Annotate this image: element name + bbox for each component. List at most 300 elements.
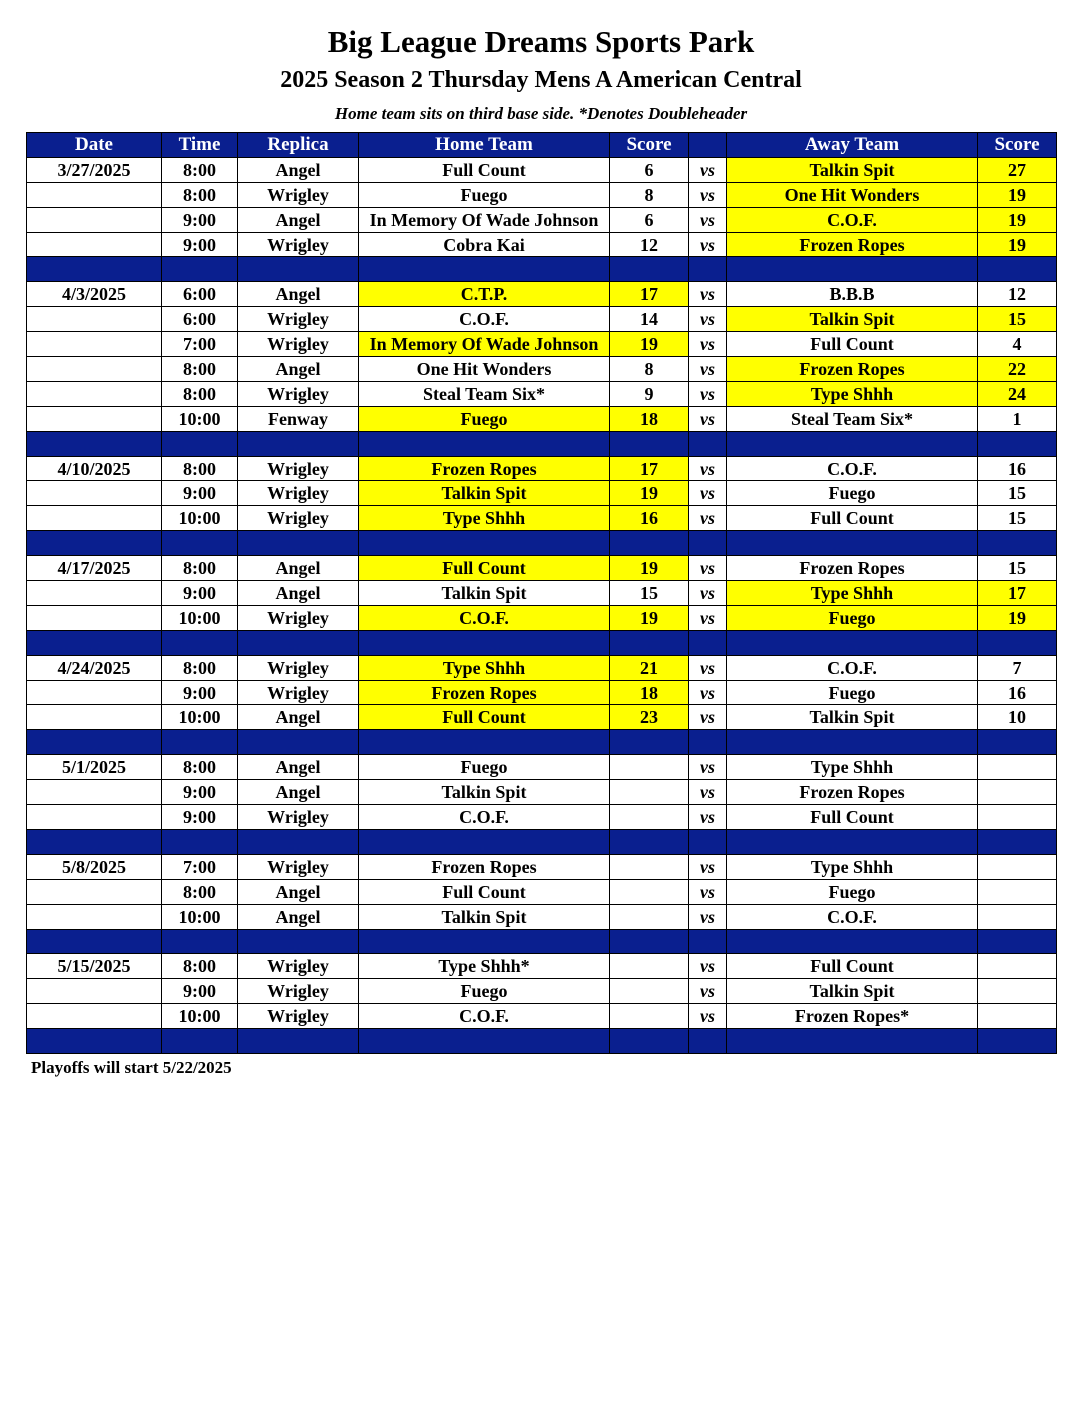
away-team-cell: Talkin Spit: [727, 979, 978, 1004]
separator-cell: [689, 829, 727, 854]
vs-cell: vs: [689, 232, 727, 257]
table-row: [27, 979, 1057, 1004]
table-row: [27, 456, 1057, 481]
table-row: [27, 207, 1057, 232]
time-cell: 9:00: [162, 680, 238, 705]
away-score-cell: 15: [978, 506, 1057, 531]
home-team-cell: Cobra Kai: [359, 232, 610, 257]
away-team-cell: C.O.F.: [727, 904, 978, 929]
replica-cell: Angel: [238, 556, 359, 581]
separator-cell: [27, 630, 162, 655]
away-team-cell: Full Count: [727, 506, 978, 531]
home-team-cell: Fuego: [359, 182, 610, 207]
date-cell: 5/1/2025: [27, 755, 162, 780]
separator-cell: [978, 730, 1057, 755]
home-team-cell: Talkin Spit: [359, 581, 610, 606]
away-team-cell: Full Count: [727, 954, 978, 979]
away-score-cell: 19: [978, 207, 1057, 232]
home-score-cell: 14: [610, 307, 689, 332]
date-cell: [27, 506, 162, 531]
home-score-cell: 18: [610, 680, 689, 705]
date-cell: [27, 1004, 162, 1029]
table-row: [27, 680, 1057, 705]
home-score-cell: 18: [610, 406, 689, 431]
separator-cell: [978, 431, 1057, 456]
vs-cell: vs: [689, 1004, 727, 1029]
away-score-cell: 15: [978, 556, 1057, 581]
away-score-cell: 4: [978, 332, 1057, 357]
table-row: [27, 182, 1057, 207]
home-team-cell: Type Shhh: [359, 655, 610, 680]
time-cell: 9:00: [162, 780, 238, 805]
separator-cell: [162, 531, 238, 556]
separator-cell: [689, 929, 727, 954]
date-cell: 4/10/2025: [27, 456, 162, 481]
vs-cell: vs: [689, 357, 727, 382]
separator-cell: [727, 431, 978, 456]
col-header-time: Time: [162, 133, 238, 158]
home-team-cell: Fuego: [359, 755, 610, 780]
home-score-cell: [610, 979, 689, 1004]
separator-cell: [359, 929, 610, 954]
time-cell: 7:00: [162, 854, 238, 879]
vs-cell: vs: [689, 705, 727, 730]
replica-cell: Angel: [238, 282, 359, 307]
home-team-cell: Type Shhh: [359, 506, 610, 531]
home-score-cell: [610, 854, 689, 879]
replica-cell: Angel: [238, 755, 359, 780]
away-team-cell: Frozen Ropes: [727, 232, 978, 257]
separator-cell: [689, 531, 727, 556]
table-row: [27, 381, 1057, 406]
separator-cell: [610, 431, 689, 456]
home-team-cell: Talkin Spit: [359, 780, 610, 805]
separator-cell: [610, 1029, 689, 1054]
away-score-cell: 7: [978, 655, 1057, 680]
vs-cell: vs: [689, 332, 727, 357]
table-row: [27, 157, 1057, 182]
away-team-cell: Talkin Spit: [727, 157, 978, 182]
home-team-cell: C.T.P.: [359, 282, 610, 307]
col-header-home-team: Home Team: [359, 133, 610, 158]
replica-cell: Wrigley: [238, 481, 359, 506]
away-team-cell: Type Shhh: [727, 581, 978, 606]
home-score-cell: [610, 1004, 689, 1029]
separator-cell: [359, 730, 610, 755]
vs-cell: vs: [689, 879, 727, 904]
time-cell: 10:00: [162, 904, 238, 929]
table-row: [27, 406, 1057, 431]
replica-cell: Wrigley: [238, 655, 359, 680]
time-cell: 10:00: [162, 506, 238, 531]
table-row: [27, 357, 1057, 382]
separator-cell: [689, 431, 727, 456]
time-cell: 9:00: [162, 232, 238, 257]
table-row: [27, 854, 1057, 879]
table-row: [27, 605, 1057, 630]
replica-cell: Wrigley: [238, 979, 359, 1004]
replica-cell: Angel: [238, 780, 359, 805]
vs-cell: vs: [689, 805, 727, 830]
away-team-cell: Talkin Spit: [727, 307, 978, 332]
time-cell: 8:00: [162, 755, 238, 780]
vs-cell: vs: [689, 481, 727, 506]
separator-cell: [610, 730, 689, 755]
separator-cell: [359, 630, 610, 655]
replica-cell: Wrigley: [238, 854, 359, 879]
away-team-cell: Type Shhh: [727, 755, 978, 780]
away-team-cell: C.O.F.: [727, 207, 978, 232]
separator-cell: [359, 531, 610, 556]
home-team-cell: Type Shhh*: [359, 954, 610, 979]
home-score-cell: 6: [610, 157, 689, 182]
replica-cell: Angel: [238, 207, 359, 232]
home-score-cell: [610, 755, 689, 780]
table-row: [27, 481, 1057, 506]
separator-cell: [27, 257, 162, 282]
replica-cell: Wrigley: [238, 680, 359, 705]
home-score-cell: 16: [610, 506, 689, 531]
home-team-cell: Full Count: [359, 157, 610, 182]
separator-cell: [978, 829, 1057, 854]
separator-cell: [27, 431, 162, 456]
separator-cell: [689, 1029, 727, 1054]
home-score-cell: 17: [610, 456, 689, 481]
separator-cell: [162, 1029, 238, 1054]
away-score-cell: [978, 780, 1057, 805]
home-team-cell: One Hit Wonders: [359, 357, 610, 382]
home-score-cell: 21: [610, 655, 689, 680]
replica-cell: Angel: [238, 157, 359, 182]
home-score-cell: 9: [610, 381, 689, 406]
home-score-cell: 12: [610, 232, 689, 257]
table-row: [27, 805, 1057, 830]
date-cell: [27, 979, 162, 1004]
away-score-cell: [978, 805, 1057, 830]
date-cell: [27, 307, 162, 332]
table-row: [27, 232, 1057, 257]
away-score-cell: [978, 1004, 1057, 1029]
away-team-cell: Frozen Ropes: [727, 780, 978, 805]
replica-cell: Wrigley: [238, 456, 359, 481]
table-row: [27, 705, 1057, 730]
date-cell: [27, 805, 162, 830]
home-team-cell: Talkin Spit: [359, 904, 610, 929]
separator-cell: [727, 531, 978, 556]
away-score-cell: 19: [978, 182, 1057, 207]
table-row: [27, 332, 1057, 357]
away-score-cell: [978, 954, 1057, 979]
home-team-cell: Frozen Ropes: [359, 456, 610, 481]
home-score-cell: 17: [610, 282, 689, 307]
separator-cell: [162, 431, 238, 456]
home-score-cell: 19: [610, 332, 689, 357]
table-row: [27, 282, 1057, 307]
away-team-cell: C.O.F.: [727, 456, 978, 481]
replica-cell: Wrigley: [238, 605, 359, 630]
away-score-cell: 15: [978, 481, 1057, 506]
date-cell: 5/8/2025: [27, 854, 162, 879]
date-cell: [27, 381, 162, 406]
away-team-cell: C.O.F.: [727, 655, 978, 680]
home-team-cell: Frozen Ropes: [359, 854, 610, 879]
away-team-cell: Frozen Ropes: [727, 556, 978, 581]
vs-cell: vs: [689, 207, 727, 232]
vs-cell: vs: [689, 581, 727, 606]
date-cell: [27, 232, 162, 257]
away-team-cell: Fuego: [727, 481, 978, 506]
vs-cell: vs: [689, 979, 727, 1004]
separator-row: [27, 630, 1057, 655]
separator-cell: [238, 531, 359, 556]
home-score-cell: [610, 904, 689, 929]
replica-cell: Angel: [238, 904, 359, 929]
home-team-cell: Full Count: [359, 879, 610, 904]
separator-cell: [359, 829, 610, 854]
date-cell: 4/24/2025: [27, 655, 162, 680]
separator-cell: [978, 929, 1057, 954]
date-cell: [27, 680, 162, 705]
replica-cell: Wrigley: [238, 232, 359, 257]
date-cell: 5/15/2025: [27, 954, 162, 979]
separator-cell: [238, 730, 359, 755]
separator-cell: [727, 829, 978, 854]
separator-row: [27, 1029, 1057, 1054]
table-row: [27, 780, 1057, 805]
separator-cell: [359, 431, 610, 456]
separator-row: [27, 829, 1057, 854]
home-score-cell: 8: [610, 357, 689, 382]
col-header-home-score: Score: [610, 133, 689, 158]
date-cell: [27, 904, 162, 929]
home-team-cell: Full Count: [359, 556, 610, 581]
separator-cell: [162, 630, 238, 655]
away-team-cell: Full Count: [727, 805, 978, 830]
home-score-cell: 15: [610, 581, 689, 606]
table-row: [27, 655, 1057, 680]
replica-cell: Angel: [238, 879, 359, 904]
time-cell: 8:00: [162, 182, 238, 207]
date-cell: [27, 357, 162, 382]
time-cell: 8:00: [162, 381, 238, 406]
away-score-cell: 19: [978, 232, 1057, 257]
separator-cell: [162, 257, 238, 282]
time-cell: 8:00: [162, 655, 238, 680]
separator-cell: [727, 630, 978, 655]
date-cell: [27, 332, 162, 357]
away-score-cell: [978, 879, 1057, 904]
vs-cell: vs: [689, 605, 727, 630]
vs-cell: vs: [689, 655, 727, 680]
replica-cell: Fenway: [238, 406, 359, 431]
vs-cell: vs: [689, 307, 727, 332]
separator-row: [27, 730, 1057, 755]
home-team-cell: C.O.F.: [359, 307, 610, 332]
home-team-cell: C.O.F.: [359, 1004, 610, 1029]
page-subtitle: 2025 Season 2 Thursday Mens A American Central: [280, 67, 802, 93]
away-team-cell: One Hit Wonders: [727, 182, 978, 207]
home-team-cell: In Memory Of Wade Johnson: [359, 332, 610, 357]
table-row: [27, 954, 1057, 979]
separator-row: [27, 531, 1057, 556]
away-team-cell: Steal Team Six*: [727, 406, 978, 431]
home-team-cell: C.O.F.: [359, 605, 610, 630]
col-header-date: Date: [27, 133, 162, 158]
time-cell: 8:00: [162, 357, 238, 382]
away-team-cell: Frozen Ropes*: [727, 1004, 978, 1029]
page-title: Big League Dreams Sports Park: [327, 24, 755, 59]
vs-cell: vs: [689, 556, 727, 581]
separator-cell: [727, 1029, 978, 1054]
separator-cell: [359, 257, 610, 282]
separator-cell: [610, 630, 689, 655]
date-cell: 4/17/2025: [27, 556, 162, 581]
home-team-cell: C.O.F.: [359, 805, 610, 830]
separator-row: [27, 431, 1057, 456]
home-score-cell: [610, 780, 689, 805]
table-row: [27, 755, 1057, 780]
separator-cell: [27, 730, 162, 755]
separator-cell: [978, 531, 1057, 556]
replica-cell: Wrigley: [238, 182, 359, 207]
table-row: [27, 506, 1057, 531]
table-row: [27, 1004, 1057, 1029]
playoffs-note: Playoffs will start 5/22/2025: [31, 1058, 232, 1077]
replica-cell: Wrigley: [238, 954, 359, 979]
separator-cell: [238, 1029, 359, 1054]
vs-cell: vs: [689, 406, 727, 431]
vs-cell: vs: [689, 904, 727, 929]
replica-cell: Angel: [238, 357, 359, 382]
separator-cell: [27, 829, 162, 854]
time-cell: 9:00: [162, 481, 238, 506]
time-cell: 10:00: [162, 406, 238, 431]
separator-cell: [689, 257, 727, 282]
date-cell: [27, 182, 162, 207]
home-team-cell: In Memory Of Wade Johnson: [359, 207, 610, 232]
away-score-cell: [978, 755, 1057, 780]
time-cell: 6:00: [162, 282, 238, 307]
replica-cell: Wrigley: [238, 805, 359, 830]
vs-cell: vs: [689, 157, 727, 182]
replica-cell: Wrigley: [238, 1004, 359, 1029]
separator-cell: [162, 730, 238, 755]
time-cell: 9:00: [162, 979, 238, 1004]
replica-cell: Angel: [238, 705, 359, 730]
separator-cell: [610, 829, 689, 854]
table-row: [27, 904, 1057, 929]
time-cell: 9:00: [162, 207, 238, 232]
date-cell: 4/3/2025: [27, 282, 162, 307]
away-score-cell: 12: [978, 282, 1057, 307]
separator-cell: [238, 431, 359, 456]
time-cell: 8:00: [162, 456, 238, 481]
away-score-cell: 10: [978, 705, 1057, 730]
separator-cell: [727, 730, 978, 755]
separator-cell: [610, 531, 689, 556]
time-cell: 9:00: [162, 581, 238, 606]
vs-cell: vs: [689, 282, 727, 307]
separator-row: [27, 929, 1057, 954]
replica-cell: Angel: [238, 581, 359, 606]
vs-cell: vs: [689, 755, 727, 780]
vs-cell: vs: [689, 680, 727, 705]
home-score-cell: 19: [610, 556, 689, 581]
separator-cell: [610, 929, 689, 954]
col-header-away-team: Away Team: [727, 133, 978, 158]
col-header-away-score: Score: [978, 133, 1057, 158]
home-score-cell: 8: [610, 182, 689, 207]
date-cell: [27, 481, 162, 506]
away-score-cell: 15: [978, 307, 1057, 332]
separator-cell: [978, 630, 1057, 655]
home-score-cell: 19: [610, 605, 689, 630]
away-team-cell: Full Count: [727, 332, 978, 357]
separator-cell: [238, 257, 359, 282]
away-score-cell: 24: [978, 381, 1057, 406]
col-header-replica: Replica: [238, 133, 359, 158]
home-team-cell: Frozen Ropes: [359, 680, 610, 705]
separator-cell: [162, 929, 238, 954]
schedule-table: [26, 132, 1057, 1054]
vs-cell: vs: [689, 954, 727, 979]
away-score-cell: 17: [978, 581, 1057, 606]
replica-cell: Wrigley: [238, 506, 359, 531]
home-score-cell: [610, 879, 689, 904]
page-note: Home team sits on third base side. *Denotes Doubleheader: [334, 104, 748, 123]
separator-cell: [27, 1029, 162, 1054]
time-cell: 8:00: [162, 879, 238, 904]
table-row: [27, 581, 1057, 606]
away-team-cell: Talkin Spit: [727, 705, 978, 730]
separator-cell: [727, 257, 978, 282]
table-row: [27, 879, 1057, 904]
separator-cell: [238, 929, 359, 954]
away-score-cell: 19: [978, 605, 1057, 630]
header-row: [27, 133, 1057, 158]
date-cell: [27, 879, 162, 904]
vs-cell: vs: [689, 854, 727, 879]
col-header-vs: [689, 133, 727, 158]
home-score-cell: 6: [610, 207, 689, 232]
vs-cell: vs: [689, 381, 727, 406]
table-row: [27, 307, 1057, 332]
date-cell: [27, 605, 162, 630]
home-score-cell: 19: [610, 481, 689, 506]
home-team-cell: Full Count: [359, 705, 610, 730]
separator-cell: [238, 829, 359, 854]
home-score-cell: [610, 805, 689, 830]
away-score-cell: 16: [978, 456, 1057, 481]
separator-cell: [689, 730, 727, 755]
home-team-cell: Steal Team Six*: [359, 381, 610, 406]
home-team-cell: Talkin Spit: [359, 481, 610, 506]
away-team-cell: Type Shhh: [727, 381, 978, 406]
away-team-cell: Fuego: [727, 680, 978, 705]
date-cell: [27, 780, 162, 805]
separator-cell: [689, 630, 727, 655]
separator-cell: [978, 1029, 1057, 1054]
time-cell: 8:00: [162, 157, 238, 182]
away-score-cell: [978, 979, 1057, 1004]
time-cell: 8:00: [162, 954, 238, 979]
replica-cell: Wrigley: [238, 307, 359, 332]
away-score-cell: [978, 854, 1057, 879]
away-score-cell: 22: [978, 357, 1057, 382]
away-score-cell: 16: [978, 680, 1057, 705]
home-score-cell: 23: [610, 705, 689, 730]
time-cell: 7:00: [162, 332, 238, 357]
